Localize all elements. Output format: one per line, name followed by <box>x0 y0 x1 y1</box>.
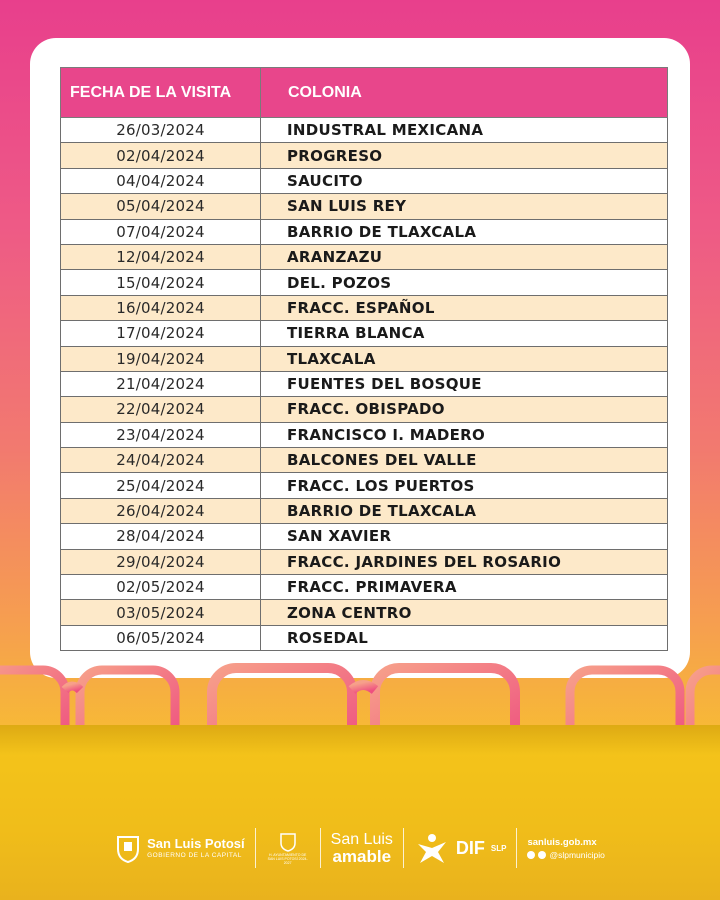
visit-schedule-table <box>60 67 668 651</box>
table-row <box>61 194 668 219</box>
visit-date-cell: 02/05/2024 <box>61 575 261 600</box>
colonia-cell: ZONA CENTRO <box>261 600 668 625</box>
colonia-cell: BARRIO DE TLAXCALA <box>261 498 668 523</box>
visit-date-cell: 26/03/2024 <box>61 118 261 143</box>
table-row <box>61 625 668 650</box>
visit-date-cell: 19/04/2024 <box>61 346 261 371</box>
visit-date-cell: 07/04/2024 <box>61 219 261 244</box>
visit-date-cell: 25/04/2024 <box>61 473 261 498</box>
contact-block <box>527 836 604 861</box>
slp-logo <box>115 833 245 863</box>
colonia-cell: TLAXCALA <box>261 346 668 371</box>
ayuntamiento-logo <box>266 832 310 865</box>
ayuntamiento-text: H. AYUNTAMIENTO DE SAN LUIS POTOSÍ 2024-2027 <box>267 852 308 865</box>
san-luis-amable-logo <box>331 832 393 865</box>
visit-date-cell: 17/04/2024 <box>61 321 261 346</box>
divider <box>320 828 321 868</box>
dif-sup: SLP <box>490 843 507 853</box>
amable-top-text: San Luis <box>330 830 393 848</box>
visit-date-cell: 28/04/2024 <box>61 524 261 549</box>
colonia-cell: FRANCISCO I. MADERO <box>261 422 668 447</box>
colonia-cell: SAUCITO <box>261 168 668 193</box>
visit-date-cell: 03/05/2024 <box>61 600 261 625</box>
table-row <box>61 422 668 447</box>
colonia-cell: BARRIO DE TLAXCALA <box>261 219 668 244</box>
colonia-cell: ARANZAZU <box>261 244 668 269</box>
footer-logos <box>0 818 720 878</box>
amable-bottom-text: amable <box>332 846 392 866</box>
escudo-ayuntamiento-icon <box>279 832 297 852</box>
slp-name: San Luis Potosí <box>147 835 245 851</box>
table-row <box>61 244 668 269</box>
table-row <box>61 295 668 320</box>
colonia-cell: FRACC. LOS PUERTOS <box>261 473 668 498</box>
facebook-icon <box>527 851 535 859</box>
table-row <box>61 397 668 422</box>
visit-date-cell: 26/04/2024 <box>61 498 261 523</box>
table-row <box>61 321 668 346</box>
visit-date-cell: 15/04/2024 <box>61 270 261 295</box>
colonia-cell: SAN XAVIER <box>261 524 668 549</box>
visit-date-cell: 22/04/2024 <box>61 397 261 422</box>
divider <box>516 828 517 868</box>
divider <box>255 828 256 868</box>
colonia-cell: FUENTES DEL BOSQUE <box>261 371 668 396</box>
shelf-shadow <box>0 725 720 755</box>
colonia-cell: INDUSTRAL MEXICANA <box>261 118 668 143</box>
colonia-cell: DEL. POZOS <box>261 270 668 295</box>
table-row <box>61 270 668 295</box>
escudo-slp-icon <box>115 833 141 863</box>
table-row <box>61 575 668 600</box>
social-handle: @slpmunicipio <box>549 849 605 860</box>
colonia-cell: FRACC. ESPAÑOL <box>261 295 668 320</box>
table-row <box>61 600 668 625</box>
x-icon <box>538 851 546 859</box>
social-handle-row[interactable] <box>527 849 604 861</box>
colonia-cell: FRACC. JARDINES DEL ROSARIO <box>261 549 668 574</box>
table-row <box>61 448 668 473</box>
table-row <box>61 498 668 523</box>
visit-date-cell: 29/04/2024 <box>61 549 261 574</box>
colonia-cell: FRACC. OBISPADO <box>261 397 668 422</box>
table-row <box>61 118 668 143</box>
visit-date-cell: 21/04/2024 <box>61 371 261 396</box>
header-fecha: FECHA DE LA VISITA <box>61 68 261 118</box>
table-row <box>61 346 668 371</box>
header-colonia: COLONIA <box>261 68 668 118</box>
colonia-cell: ROSEDAL <box>261 625 668 650</box>
table-row <box>61 524 668 549</box>
table-row <box>61 143 668 168</box>
colonia-cell: SAN LUIS REY <box>261 194 668 219</box>
visit-date-cell: 05/04/2024 <box>61 194 261 219</box>
slp-sub: GOBIERNO DE LA CAPITAL <box>147 851 242 859</box>
visit-date-cell: 04/04/2024 <box>61 168 261 193</box>
colonia-cell: FRACC. PRIMAVERA <box>261 575 668 600</box>
table-row <box>61 219 668 244</box>
dif-logo <box>414 830 507 866</box>
table-row <box>61 549 668 574</box>
visit-date-cell: 24/04/2024 <box>61 448 261 473</box>
colonia-cell: PROGRESO <box>261 143 668 168</box>
table-header-row <box>61 68 668 118</box>
colonia-cell: BALCONES DEL VALLE <box>261 448 668 473</box>
visit-date-cell: 02/04/2024 <box>61 143 261 168</box>
dif-figure-icon <box>414 830 450 866</box>
divider <box>403 828 404 868</box>
visit-date-cell: 12/04/2024 <box>61 244 261 269</box>
visit-date-cell: 16/04/2024 <box>61 295 261 320</box>
colonia-cell: TIERRA BLANCA <box>261 321 668 346</box>
website-link[interactable]: sanluis.gob.mx <box>527 836 597 848</box>
visit-date-cell: 06/05/2024 <box>61 625 261 650</box>
table-row <box>61 371 668 396</box>
table-row <box>61 168 668 193</box>
visit-date-cell: 23/04/2024 <box>61 422 261 447</box>
table-row <box>61 473 668 498</box>
dif-text: DIF <box>455 837 485 858</box>
